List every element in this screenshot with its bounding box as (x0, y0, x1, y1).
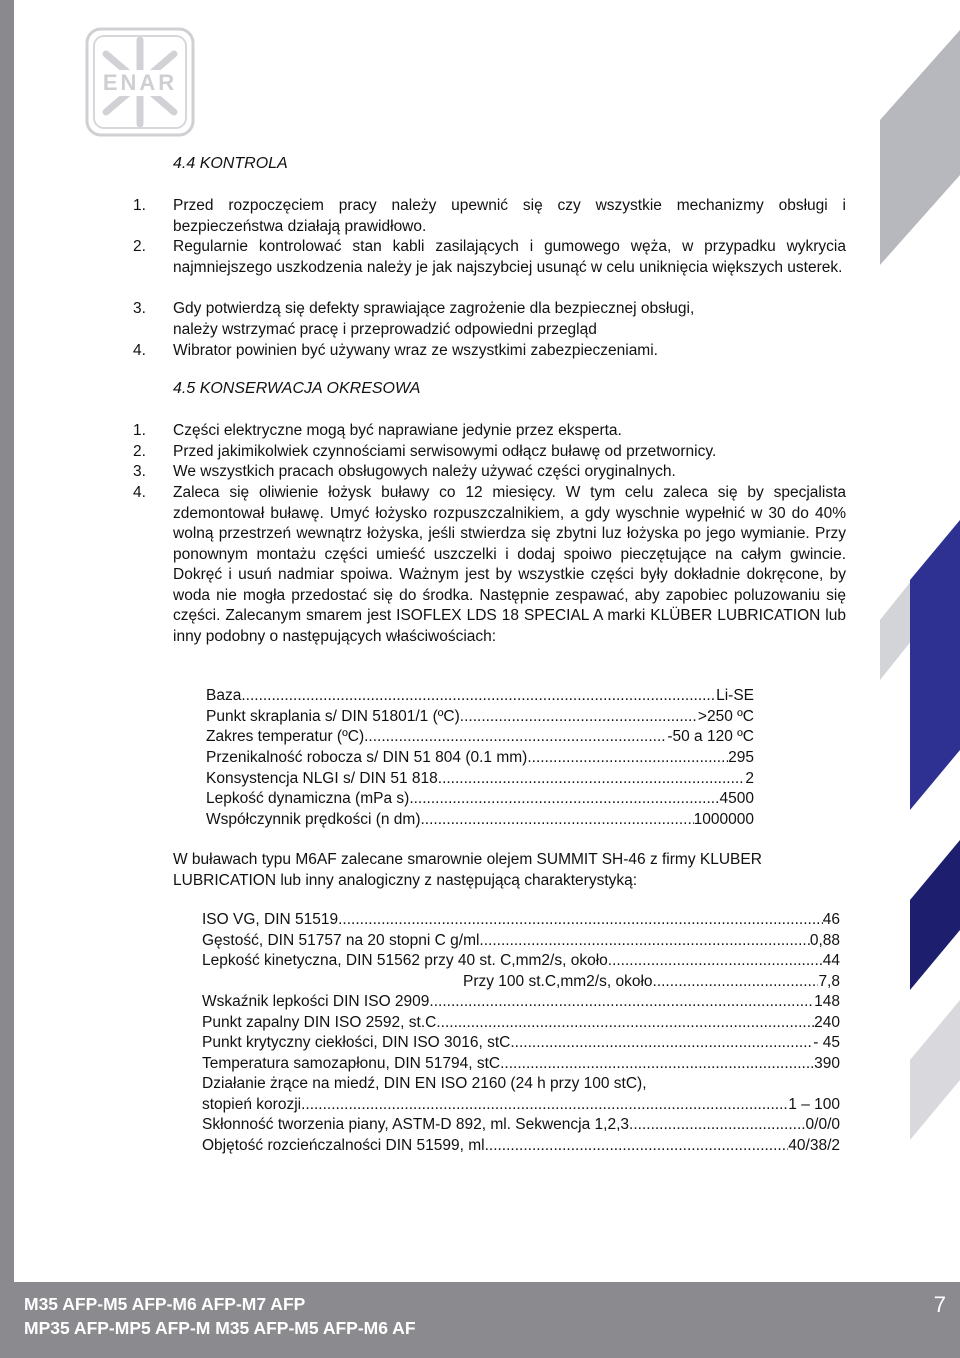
spec-row (206, 686, 754, 707)
spec-label: Punkt skraplania s/ DIN 51801/1 (ºC) (206, 708, 460, 725)
spec-label: Lepkość kinetyczna, DIN 51562 przy 40 st. C,mm2/s, około (202, 952, 608, 969)
list-number: 3. (133, 463, 146, 480)
page-footer (0, 1282, 960, 1358)
spec-row (206, 748, 754, 769)
spec-label: Temperatura samozapłonu, DIN 51794, stC (202, 1055, 501, 1072)
spec-value: 295 (728, 749, 754, 766)
spec-value: 44 (822, 952, 840, 969)
leader-dots (500, 1054, 814, 1075)
spec-label: Zakres temperatur (ºC) (206, 728, 365, 745)
spec-row (202, 1115, 840, 1136)
spec-label: Objętość rozcieńczalności DIN 51599, ml (202, 1137, 485, 1154)
leader-dots (460, 707, 698, 728)
leader-dots (653, 972, 819, 993)
list-number: 3. (133, 300, 146, 317)
list-text: Przed jakimikolwiek czynnościami serwisowymi odłącz buławę od przetwornicy. (173, 443, 717, 460)
spec-label: Współczynnik prędkości (n dm) (206, 811, 421, 828)
section-title-kontrola: 4.4 KONTROLA (173, 155, 288, 172)
footer-models-line1: M35 AFP-M5 AFP-M6 AFP-M7 AFP (24, 1294, 306, 1314)
spec-label: Punkt zapalny DIN ISO 2592, st.C (202, 1014, 437, 1031)
spec-value: 46 (822, 911, 840, 928)
spec-label: Przenikalność robocza s/ DIN 51 804 (0.1 mm) (206, 749, 528, 766)
spec-value: 7,8 (818, 973, 840, 990)
spec-label: Baza (206, 687, 242, 704)
spec-row (202, 951, 840, 972)
leader-dots (301, 1095, 788, 1116)
spec-row (463, 972, 840, 993)
leader-dots (364, 727, 667, 748)
spec-label: Gęstość, DIN 51757 na 20 stopni C g/ml (202, 932, 480, 949)
spec-row (202, 1074, 840, 1095)
leader-dots (485, 1136, 789, 1157)
spec-row (202, 931, 840, 952)
list-text: Gdy potwierdzą się defekty sprawiające zagrożenie dla bezpiecznej obsługi, należy wstrzymać pracę i przeprowadzić odpowiedni przegląd (173, 300, 695, 338)
spec-row (202, 992, 840, 1013)
spec-value: 390 (814, 1055, 840, 1072)
page-number: 7 (933, 1292, 946, 1317)
enar-logo (84, 26, 196, 138)
spec-value: 1 – 100 (788, 1096, 840, 1113)
leader-dots (479, 931, 809, 952)
spec-row (202, 1033, 840, 1054)
leader-dots (527, 748, 728, 769)
spec-value: 40/38/2 (788, 1137, 840, 1154)
svg-text:ENAR: ENAR (102, 70, 178, 95)
spec-label: Konsystencja NLGI s/ DIN 51 818 (206, 770, 438, 787)
list-text: Regularnie kontrolować stan kabli zasilających i gumowego węża, w przypadku wykrycia najmniejszego uszkodzenia należy je jak najszybciej usunąć w celu uniknięcia większych usterek. (173, 238, 846, 276)
leader-dots (608, 951, 823, 972)
spec-label: Skłonność tworzenia piany, ASTM-D 892, ml. Sekwencja 1,2,3 (202, 1116, 630, 1133)
spec-row (206, 769, 754, 790)
spec-value: 0/0/0 (805, 1116, 840, 1133)
spec-label: Działanie żrące na miedź, DIN EN ISO 2160 (24 h przy 100 stC), (202, 1075, 647, 1092)
list-number: 2. (133, 443, 146, 460)
list-number: 1. (133, 422, 146, 439)
spec-value: - 45 (813, 1034, 840, 1051)
spec-row (202, 1095, 840, 1116)
spec-value: 4500 (719, 790, 754, 807)
list-text: Przed rozpoczęciem pracy należy upewnić się czy wszystkie mechanizmy obsługi i bezpieczeństwa działają prawidłowo. (173, 197, 846, 235)
spec-value: -50 a 120 ºC (667, 728, 754, 745)
list-number: 4. (133, 484, 146, 501)
list-text: We wszystkich pracach obsługowych należy używać części oryginalnych. (173, 463, 676, 480)
spec-value: 148 (814, 993, 840, 1010)
leader-dots (629, 1115, 805, 1136)
left-margin-bar (0, 0, 14, 1282)
spec-label: stopień korozji (202, 1096, 302, 1113)
spec-row (206, 707, 754, 728)
spec-label: Wskaźnik lepkości DIN ISO 2909 (202, 993, 430, 1010)
leader-dots (241, 686, 716, 707)
footer-models-line2: MP35 AFP-MP5 AFP-M M35 AFP-M5 AFP-M6 AF (24, 1318, 416, 1338)
list-number: 1. (133, 197, 146, 214)
spec-row (206, 789, 754, 810)
spec-row (202, 910, 840, 931)
spec-row (202, 1054, 840, 1075)
spec-value: >250 ºC (697, 708, 754, 725)
spec-label: ISO VG, DIN 51519 (202, 911, 339, 928)
spec-value: 1000000 (693, 811, 754, 828)
leader-dots (429, 992, 814, 1013)
list-text: Zaleca się oliwienie łożysk buławy co 12 miesięcy. W tym celu zaleca się by specjalista zdemontował buławę. Umyć łożysko rozpuszczalnikiem, a gdy wyschnie wypełnić w 30 do 40% wolną przestrzeń wewnątrz łożyska, jeśli stwierdza się zbytni luz łożyska po jego wymianie. Przy ponownym montażu części umieść uszczelki i dodaj spoiwo pieczętujące na całym gwincie. Dokręć i usuń nadmiar spoiwa. Ważnym jest by wszystkie części były dokładnie dokręcone, by woda nie mogła przedostać się do środka. Następnie zespawać, aby zapobiec poluzowaniu się części. Zalecanym smarem jest ISOFLEX LDS 18 SPECIAL A marki KLÜBER LUBRICATION lub inny podobny o następujących właściwościach: (173, 484, 846, 645)
oil-intro-paragraph: W buławach typu M6AF zalecane smarownie olejem SUMMIT SH-46 z firmy KLUBER LUBRICATION lub inny analogiczny z następującą charakterystyką: (173, 851, 762, 889)
spec-value: 2 (745, 770, 754, 787)
list-number: 2. (133, 238, 146, 255)
section-title-konserwacja: 4.5 KONSERWACJA OKRESOWA (173, 380, 421, 397)
leader-dots (409, 789, 719, 810)
spec-value: 0,88 (809, 932, 840, 949)
leader-dots (420, 810, 693, 831)
spec-row (206, 727, 754, 748)
spec-value: Li-SE (716, 687, 754, 704)
spec-value: 240 (814, 1014, 840, 1031)
decorative-edge-stripes (880, 0, 960, 1282)
spec-label: Lepkość dynamiczna (mPa s) (206, 790, 410, 807)
leader-dots (438, 769, 746, 790)
leader-dots (436, 1013, 814, 1034)
list-number: 4. (133, 342, 146, 359)
spec-row (202, 1013, 840, 1034)
list-text: Wibrator powinien być używany wraz ze wszystkimi zabezpieczeniami. (173, 342, 658, 359)
leader-dots (510, 1033, 813, 1054)
leader-dots (338, 910, 823, 931)
list-text: Części elektryczne mogą być naprawiane jedynie przez eksperta. (173, 422, 622, 439)
spec-row (202, 1136, 840, 1157)
spec-label: Przy 100 st.C,mm2/s, około (463, 973, 653, 990)
spec-row (206, 810, 754, 831)
spec-label: Punkt krytyczny ciekłości, DIN ISO 3016, stC (202, 1034, 511, 1051)
